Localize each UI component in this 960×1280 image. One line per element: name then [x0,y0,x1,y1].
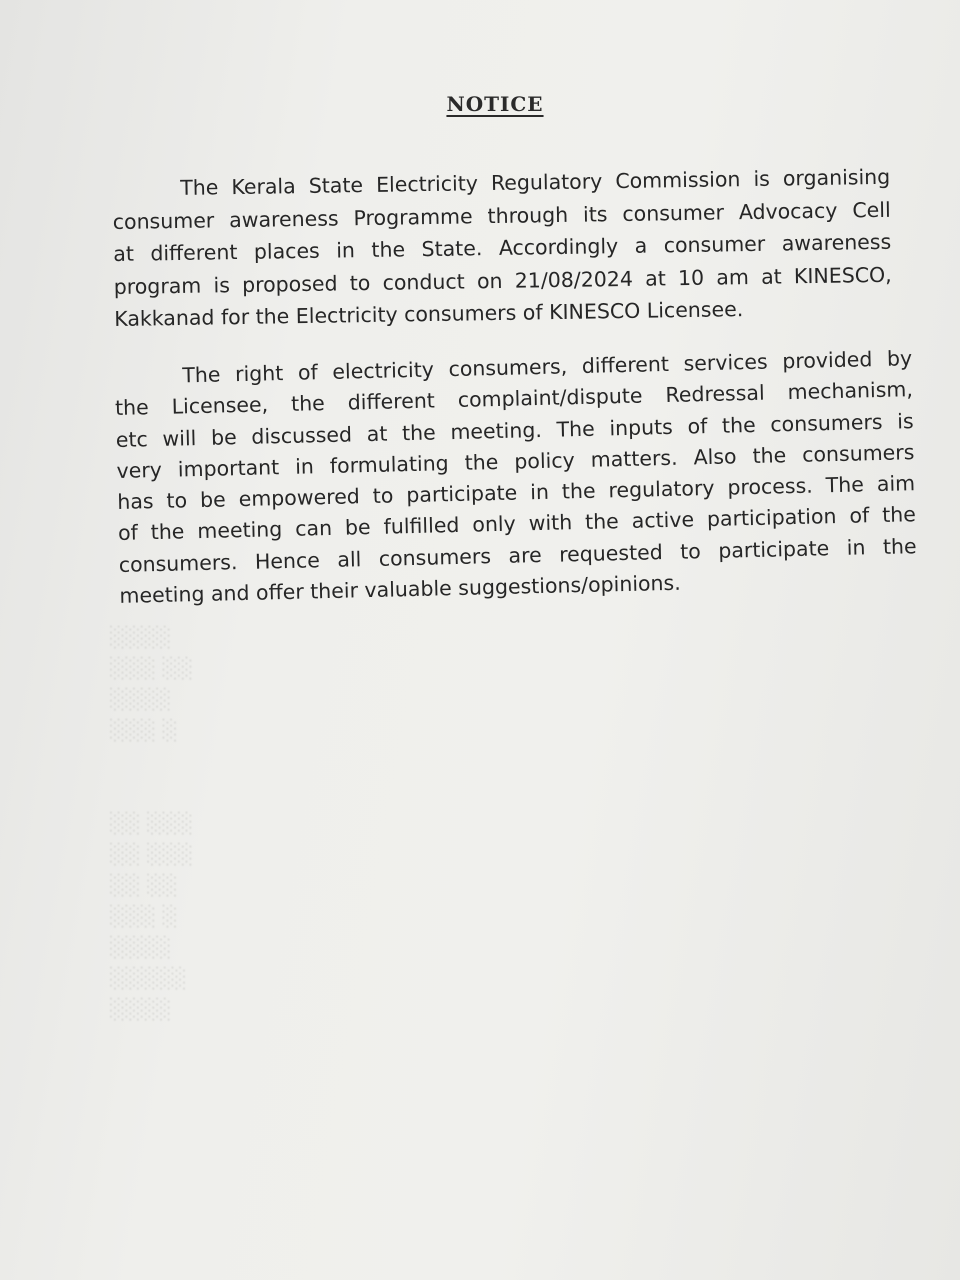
paragraph-1-line: program is proposed to conduct on 21/08/2024 at 10 am at KINESCO, [113,262,892,299]
paragraph-1-line: Kakkanad for the Electricity consumers of KINESCO Licensee. [114,297,744,331]
paragraph-2-line: very important in formulating the policy matters. Also the consumers [116,440,915,483]
show-through-ghost-text: ░░░░ ░░░ ░░ ░░░░ ░░░ ░ ░░ ░░░ ░░ ░░░ ░░ ░░ ░░░ ░ ░░░░ ░░░░░ ░░░░ [110,625,194,1021]
paragraph-2 [114,343,918,612]
paragraph-2-line: meeting and offer their valuable suggestions/opinions. [119,570,681,609]
paragraph-1 [112,161,892,336]
paragraph-2-line: has to be empowered to participate in the regulatory process. The aim [117,471,916,515]
paragraph-2-line: consumers. Hence all consumers are requested to participate in the [118,533,917,577]
paragraph-2-line: the Licensee, the different complaint/dispute Redressal mechanism, [114,377,914,421]
paragraph-1-line: The Kerala State Electricity Regulatory Commission is organising [180,164,891,200]
paragraph-2-line: etc will be discussed at the meeting. The inputs of the consumers is [115,408,914,452]
paragraph-1-line: at different places in the State. Accordingly a consumer awareness [113,229,892,266]
paragraph-2-line: of the meeting can be fulfilled only with the active participation of the [117,502,917,546]
notice-title: NOTICE [446,92,544,116]
paragraph-2-line: The right of electricity consumers, different services provided by [182,346,913,388]
paragraph-1-line: consumer awareness Programme through its consumer Advocacy Cell [112,197,891,234]
